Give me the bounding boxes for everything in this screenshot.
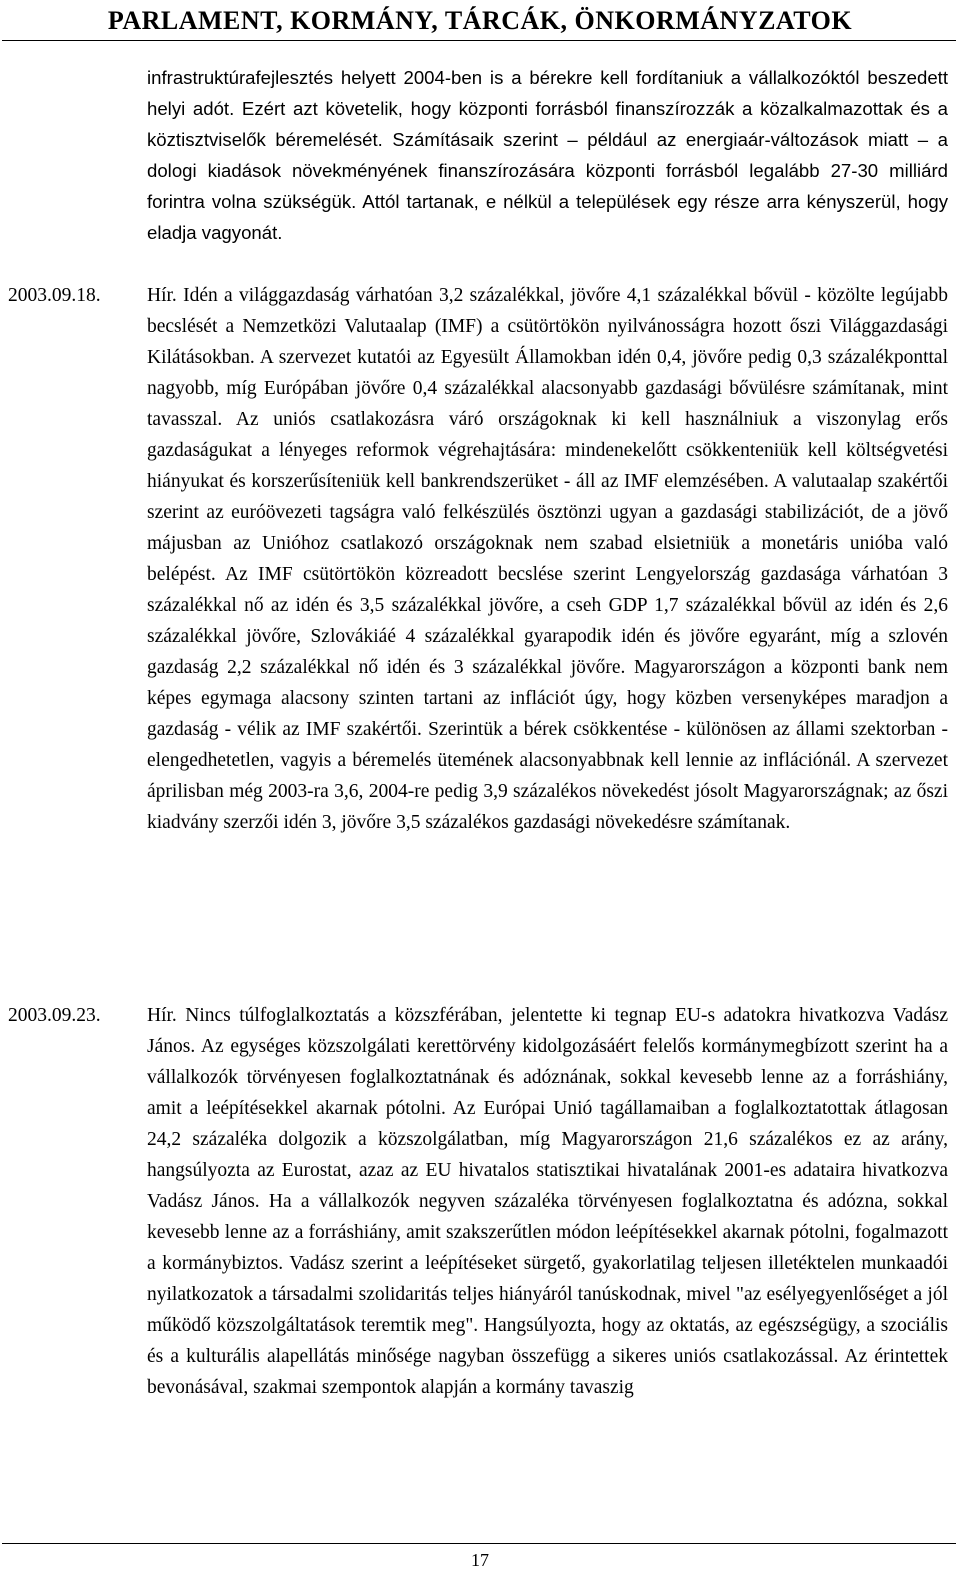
page-number: 17 bbox=[471, 1550, 489, 1570]
entry-text: Hír. Idén a világgazdaság várhatóan 3,2 százalékkal, jövőre 4,1 százalékkal bővül - közölte legújabb becslését a Nemzetközi Valutaalap (IMF) a csütörtökön nyilvánosságra hozott őszi Világgazdasági Kilátásokban. A szervezet kutatói az Egyesült Államokban idén 0,4, jövőre pedig 0,3 százalékponttal nagyobb, míg Európában jövőre 0,4 százalékkal alacsonyabb gazdasági bővülésre számítanak, mint tavasszal. Az uniós csatlakozásra váró országoknak ki kell használniuk a viszonylag erős gazdaságukat a lényeges reformok végrehajtására: mindenekelőtt csökkenteniük kell költségvetési hiányukat és korszerűsíteniük kell bankrendszerüket - áll az IMF elemzésében. A valutaalap szakértői szerint az euróövezeti tagságra való felkészülés ösztönzi ugyan a gazdasági stabilizációt, de a jövő májusban az Unióhoz csatlakozó országoknak nem szabad elsietniük a monetáris unióba való belépést. Az IMF csütörtökön közreadott becslése szerint Lengyelország gazdasága várhatóan 3 százalékkal nő az idén és 3,5 százalékkal jövőre, a cseh GDP 1,7 százalékkal bővül az idén és 2,6 százalékkal jövőre, Szlovákiáé 4 százalékkal gyarapodik idén és jövőre egyaránt, míg a szlovén gazdaság 2,2 százalékkal nő idén és 3 százalékkal jövőre. Magyarországon a központi bank nem képes egymaga alacsony szinten tartani az inflációt úgy, hogy közben versenyképes maradjon a gazdaság - vélik az IMF szakértői. Szerintük a bérek csökkentése - különösen az állami szektorban - elengedhetetlen, vagyis a béremelés ütemének alacsonyabbnak kell lennie az inflációnál. A szervezet áprilisban még 2003-ra 3,6, 2004-re pedig 3,9 százalékos növekedést jósolt Magyarországnak; az őszi kiadvány szerzői idén 3, jövőre 3,5 százalékos gazdasági növekedésre számítanak. bbox=[147, 285, 948, 833]
page-header-title: PARLAMENT, KORMÁNY, TÁRCÁK, ÖNKORMÁNYZATOK bbox=[107, 6, 853, 35]
entry-text: Hír. Nincs túlfoglalkoztatás a közszférában, jelentette ki tegnap EU-s adatokra hivatkozva Vadász János. Az egységes közszolgálati kerettörvény kidolgozásáért felelős kormánymegbízott szerint ha a vállalkozók törvényesen foglalkoztatnának és adóznának, sokkal kevesebb lenne az a forráshiány, amit a leépítésekkel akarnak pótolni. Az Európai Unió tagállamaiban a foglalkoztatottak átlagosan 24,2 százaléka dolgozik a közszolgálatban, míg Magyarországon 21,6 százalékos ez az arány, hangsúlyozta az Eurostat, azaz az EU hivatalos statisztikai hivatalának 2001-es adataira hivatkozva Vadász János. Ha a vállalkozók negyven százaléka törvényesen foglalkoztatna és adózna, sokkal kevesebb lenne az a forráshiány, amit szakszerűtlen módon leépítésekkel akarnak pótolni, fogalmazott a kormánybiztos. Vadász szerint a leépítéseket sürgető, gyakorlatilag teljesen illetéktelen munkaadói nyilatkozatok a társadalmi szolidaritás teljes hiányáról tanúskodnak, mivel "az esélyegyenlőséget a jól működő közszolgáltatások teremtik meg". Hangsúlyozta, hogy az oktatás, az egészségügy, a szociális és a kulturális alapellátás minősége nagyban összefügg a sikeres uniós csatlakozással. Az érintettek bevonásával, szakmai szempontok alapján a kormány tavaszig bbox=[147, 1005, 948, 1398]
footer-divider bbox=[2, 1543, 956, 1544]
entry-date: 2003.09.23. bbox=[8, 1005, 101, 1026]
entry-date: 2003.09.18. bbox=[8, 285, 101, 306]
entry-text: infrastruktúrafejlesztés helyett 2004-ben is a bérekre kell fordítaniuk a vállalkozóktól beszedett helyi adót. Ezért azt követelik, hogy központi forrásból finanszírozzák a közalkalmazottak és a köztisztviselők béremelését. Számításaik szerint – például az energiaár-változások miatt – a dologi kiadások növekményének finanszírozására központi forrásból legalább 27-30 milliárd forintra volna szükségük. Attól tartanak, e nélkül a települések egy része arra kényszerül, hogy eladja vagyonát. bbox=[147, 67, 948, 243]
header-divider bbox=[2, 40, 956, 41]
